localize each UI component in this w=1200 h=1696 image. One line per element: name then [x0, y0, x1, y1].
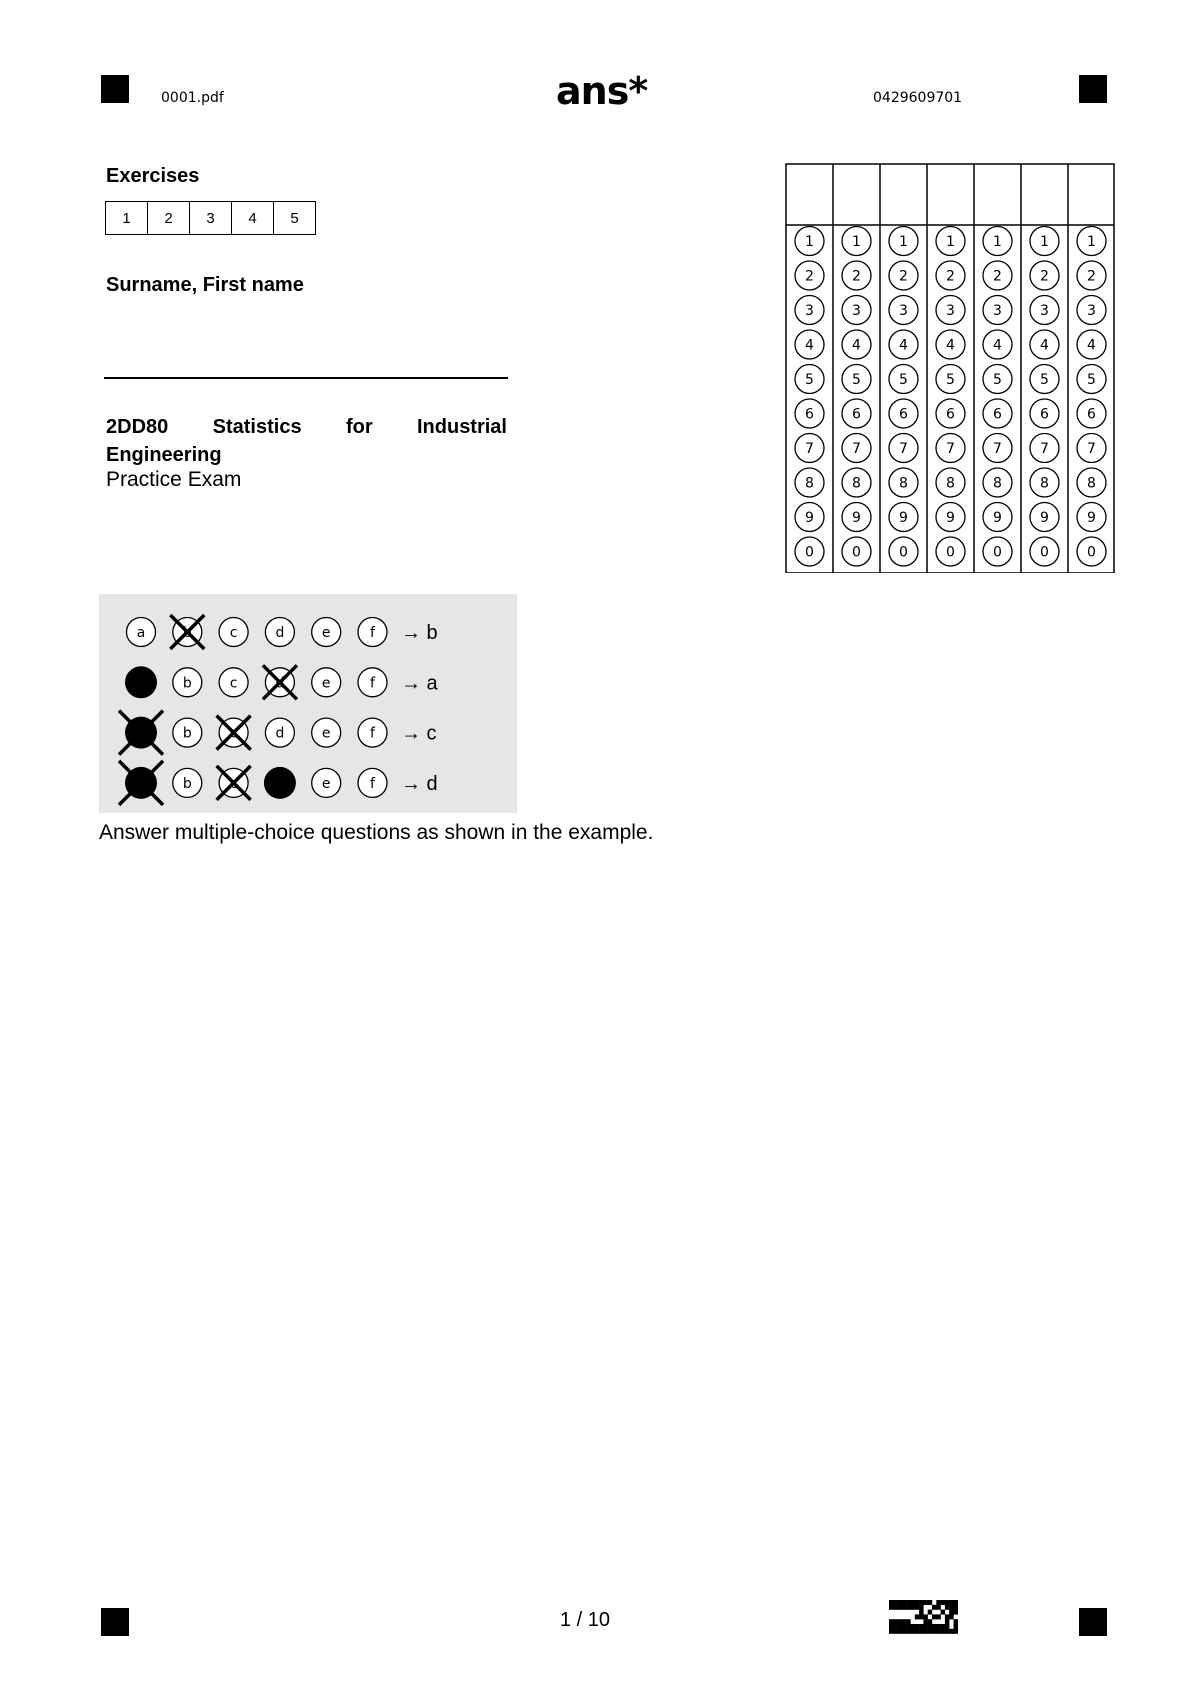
exercise-boxes — [105, 201, 316, 235]
example-result: → d — [401, 772, 438, 795]
id-digit-label: 5 — [1040, 372, 1049, 388]
qr-module — [936, 1624, 941, 1629]
option-label: c — [229, 675, 238, 692]
qr-module — [945, 1600, 950, 1605]
qr-module — [949, 1610, 954, 1615]
option-label: e — [321, 625, 331, 641]
option-label: f — [370, 725, 375, 742]
qr-module — [906, 1619, 911, 1624]
qr-module — [941, 1600, 946, 1605]
id-digit-label: 2 — [899, 268, 908, 285]
id-digit-label: 2 — [805, 268, 814, 285]
qr-module — [949, 1629, 954, 1634]
id-digit-label: 8 — [852, 475, 861, 492]
option-label: f — [370, 675, 375, 692]
id-digit-label: 3 — [1040, 303, 1049, 319]
corner-mark-bottom-right — [1079, 1608, 1107, 1636]
id-digit-label: 0 — [1040, 544, 1049, 561]
id-digit-label: 8 — [805, 475, 814, 492]
option-label: b — [182, 725, 192, 742]
id-digit-write-box[interactable] — [835, 166, 878, 223]
exercise-box[interactable]: 2 — [148, 202, 190, 234]
name-label: Surname, First name — [106, 274, 304, 296]
id-digit-label: 9 — [852, 510, 861, 526]
id-digit-label: 8 — [899, 475, 908, 492]
id-digit-label: 2 — [1040, 268, 1049, 285]
qr-module — [919, 1600, 924, 1605]
id-digit-label: 1 — [946, 234, 955, 250]
corner-mark-bottom-left — [101, 1608, 129, 1636]
id-digit-write-box[interactable] — [1023, 166, 1066, 223]
filename: 0001.pdf — [161, 90, 224, 106]
id-digit-label: 7 — [1040, 441, 1049, 457]
id-digit-label: 5 — [993, 372, 1002, 388]
example-result: → b — [401, 622, 438, 644]
id-digit-label: 1 — [899, 234, 908, 250]
qr-module — [932, 1614, 937, 1619]
filled-bubble-icon — [125, 666, 157, 698]
id-digit-label: 8 — [993, 475, 1002, 492]
id-digit-label: 0 — [946, 544, 955, 561]
qr-module — [932, 1629, 937, 1634]
qr-module — [893, 1629, 898, 1634]
id-digit-label: 1 — [1087, 234, 1096, 250]
student-id-grid — [785, 163, 1117, 573]
id-digit-label: 1 — [1040, 234, 1049, 250]
id-digit-label: 2 — [1087, 268, 1096, 285]
qr-module — [928, 1624, 933, 1629]
qr-module — [945, 1614, 950, 1619]
id-digit-label: 6 — [899, 406, 908, 423]
id-digit-label: 5 — [805, 372, 814, 388]
option-label: b — [182, 775, 192, 792]
qr-module — [928, 1629, 933, 1634]
id-digit-label: 7 — [946, 441, 955, 457]
id-digit-label: 8 — [1087, 475, 1096, 492]
corner-mark-top-left — [101, 75, 129, 103]
qr-module — [919, 1610, 924, 1615]
id-digit-label: 7 — [852, 441, 861, 457]
qr-module — [945, 1605, 950, 1610]
qr-module — [954, 1605, 959, 1610]
qr-module — [898, 1629, 903, 1634]
qr-module — [923, 1600, 928, 1605]
id-digit-label: 4 — [805, 337, 814, 354]
option-label: f — [370, 625, 375, 641]
qr-module — [911, 1629, 916, 1634]
id-digit-label: 2 — [852, 268, 861, 285]
qr-module — [923, 1624, 928, 1629]
qr-module — [893, 1624, 898, 1629]
qr-module — [898, 1624, 903, 1629]
qr-module — [906, 1605, 911, 1610]
id-digit-label: 5 — [946, 372, 955, 388]
qr-module — [945, 1619, 950, 1624]
id-digit-label: 3 — [993, 303, 1002, 319]
id-digit-label: 0 — [1087, 544, 1096, 561]
id-digit-label: 1 — [852, 234, 861, 250]
option-label: d — [275, 625, 285, 641]
qr-module — [923, 1614, 928, 1619]
id-digit-label: 6 — [805, 406, 814, 423]
id-digit-label: 6 — [993, 406, 1002, 423]
id-digit-label: 3 — [899, 303, 908, 319]
qr-module — [936, 1614, 941, 1619]
qr-module — [949, 1614, 954, 1619]
id-digit-label: 2 — [946, 268, 955, 285]
qr-module — [889, 1605, 894, 1610]
qr-module — [889, 1619, 894, 1624]
qr-module — [902, 1629, 907, 1634]
id-digit-label: 4 — [1040, 337, 1049, 354]
id-digit-label: 3 — [946, 303, 955, 319]
id-digit-label: 4 — [899, 337, 908, 354]
qr-module — [889, 1629, 894, 1634]
option-label: f — [370, 775, 375, 792]
qr-module — [915, 1629, 920, 1634]
exercises-title: Exercises — [106, 165, 200, 187]
instruction-text: Answer multiple-choice questions as shown in the example. — [99, 821, 654, 844]
id-digit-write-box[interactable] — [1070, 166, 1113, 223]
name-field-line[interactable] — [104, 377, 508, 379]
id-digit-write-box[interactable] — [929, 166, 972, 223]
qr-module — [954, 1629, 959, 1634]
qr-module — [954, 1610, 959, 1615]
id-digit-label: 0 — [899, 544, 908, 561]
qr-module — [923, 1619, 928, 1624]
id-digit-label: 4 — [993, 337, 1002, 354]
id-digit-label: 6 — [1087, 406, 1096, 423]
qr-module — [928, 1600, 933, 1605]
id-digit-label: 7 — [899, 441, 908, 457]
qr-module — [911, 1605, 916, 1610]
exercise-box[interactable]: 4 — [232, 202, 274, 234]
example-result: → a — [401, 672, 438, 695]
qr-module — [906, 1600, 911, 1605]
page-number: 1 / 10 — [560, 1609, 611, 1631]
id-digit-label: 9 — [993, 510, 1002, 526]
exercise-box[interactable]: 5 — [290, 209, 299, 227]
qr-module — [941, 1629, 946, 1634]
course-title: 2DD80 Statistics for Industrial Engineering — [106, 416, 507, 466]
qr-module — [915, 1605, 920, 1610]
option-label: c — [229, 625, 238, 641]
qr-module — [932, 1624, 937, 1629]
corner-mark-top-right — [1079, 75, 1107, 103]
filled-bubble-icon — [264, 767, 296, 799]
id-digit-label: 5 — [899, 372, 908, 388]
id-digit-label: 4 — [946, 337, 955, 354]
qr-module — [893, 1600, 898, 1605]
qr-module — [898, 1605, 903, 1610]
qr-module — [928, 1619, 933, 1624]
id-digit-label: 7 — [993, 441, 1002, 457]
qr-module — [898, 1600, 903, 1605]
id-digit-label: 9 — [946, 510, 955, 526]
id-digit-label: 1 — [805, 234, 814, 250]
id-digit-label: 3 — [852, 303, 861, 319]
id-digit-write-box[interactable] — [976, 166, 1019, 223]
qr-module — [906, 1624, 911, 1629]
qr-module — [915, 1614, 920, 1619]
option-label: e — [321, 725, 331, 742]
id-digit-label: 6 — [1040, 406, 1049, 423]
qr-module — [889, 1624, 894, 1629]
exercise-box[interactable]: 1 — [106, 202, 148, 234]
sheet-id: 0429609701 — [873, 90, 963, 106]
qr-module — [919, 1605, 924, 1610]
answer-example — [99, 594, 517, 813]
id-digit-label: 0 — [852, 544, 861, 561]
qr-module — [949, 1605, 954, 1610]
qr-module — [945, 1629, 950, 1634]
qr-module — [936, 1605, 941, 1610]
qr-module — [954, 1619, 959, 1624]
qr-module — [945, 1624, 950, 1629]
qr-code-icon — [889, 1600, 959, 1634]
option-label: e — [321, 775, 331, 792]
qr-module — [893, 1605, 898, 1610]
option-label: b — [182, 675, 192, 692]
qr-module — [932, 1605, 937, 1610]
option-label: d — [275, 725, 285, 742]
id-digit-label: 6 — [946, 406, 955, 423]
id-digit-label: 0 — [805, 544, 814, 561]
id-digit-label: 4 — [1087, 337, 1096, 354]
exam-type: Practice Exam — [106, 468, 242, 491]
qr-module — [915, 1624, 920, 1629]
option-label: a — [136, 625, 146, 641]
id-digit-label: 5 — [852, 372, 861, 388]
qr-module — [919, 1624, 924, 1629]
qr-module — [902, 1600, 907, 1605]
qr-module — [898, 1619, 903, 1624]
id-digit-label: 7 — [805, 441, 814, 457]
qr-module — [954, 1624, 959, 1629]
qr-module — [949, 1600, 954, 1605]
qr-module — [902, 1624, 907, 1629]
qr-module — [919, 1614, 924, 1619]
id-digit-label: 0 — [993, 544, 1002, 561]
qr-module — [954, 1600, 959, 1605]
id-digit-label: 5 — [1087, 372, 1096, 388]
qr-module — [936, 1629, 941, 1634]
example-result: → c — [401, 722, 437, 745]
id-digit-write-box[interactable] — [788, 166, 831, 223]
id-digit-label: 2 — [993, 268, 1002, 285]
answer-example-panel — [99, 594, 517, 813]
qr-module — [928, 1610, 933, 1615]
qr-module — [911, 1624, 916, 1629]
qr-module — [923, 1629, 928, 1634]
qr-module — [915, 1600, 920, 1605]
qr-module — [941, 1610, 946, 1615]
id-digit-label: 4 — [852, 337, 861, 354]
exercise-box[interactable]: 3 — [190, 202, 232, 234]
id-digit-label: 8 — [946, 475, 955, 492]
id-digit-label: 6 — [852, 406, 861, 423]
qr-module — [941, 1624, 946, 1629]
logo: ans* — [556, 69, 648, 113]
id-digit-write-box[interactable] — [882, 166, 925, 223]
id-digit-label: 9 — [899, 510, 908, 526]
qr-module — [919, 1629, 924, 1634]
id-digit-label: 9 — [1087, 510, 1096, 526]
qr-module — [902, 1619, 907, 1624]
qr-module — [911, 1600, 916, 1605]
id-digit-label: 7 — [1087, 441, 1096, 457]
id-digit-label: 9 — [805, 510, 814, 526]
qr-module — [906, 1629, 911, 1634]
qr-module — [936, 1600, 941, 1605]
option-label: e — [321, 675, 331, 692]
id-digit-label: 9 — [1040, 510, 1049, 526]
id-digit-label: 3 — [805, 303, 814, 319]
qr-module — [902, 1605, 907, 1610]
id-digit-label: 1 — [993, 234, 1002, 250]
id-digit-label: 8 — [1040, 475, 1049, 492]
qr-module — [893, 1619, 898, 1624]
qr-module — [889, 1600, 894, 1605]
id-digit-label: 3 — [1087, 303, 1096, 319]
